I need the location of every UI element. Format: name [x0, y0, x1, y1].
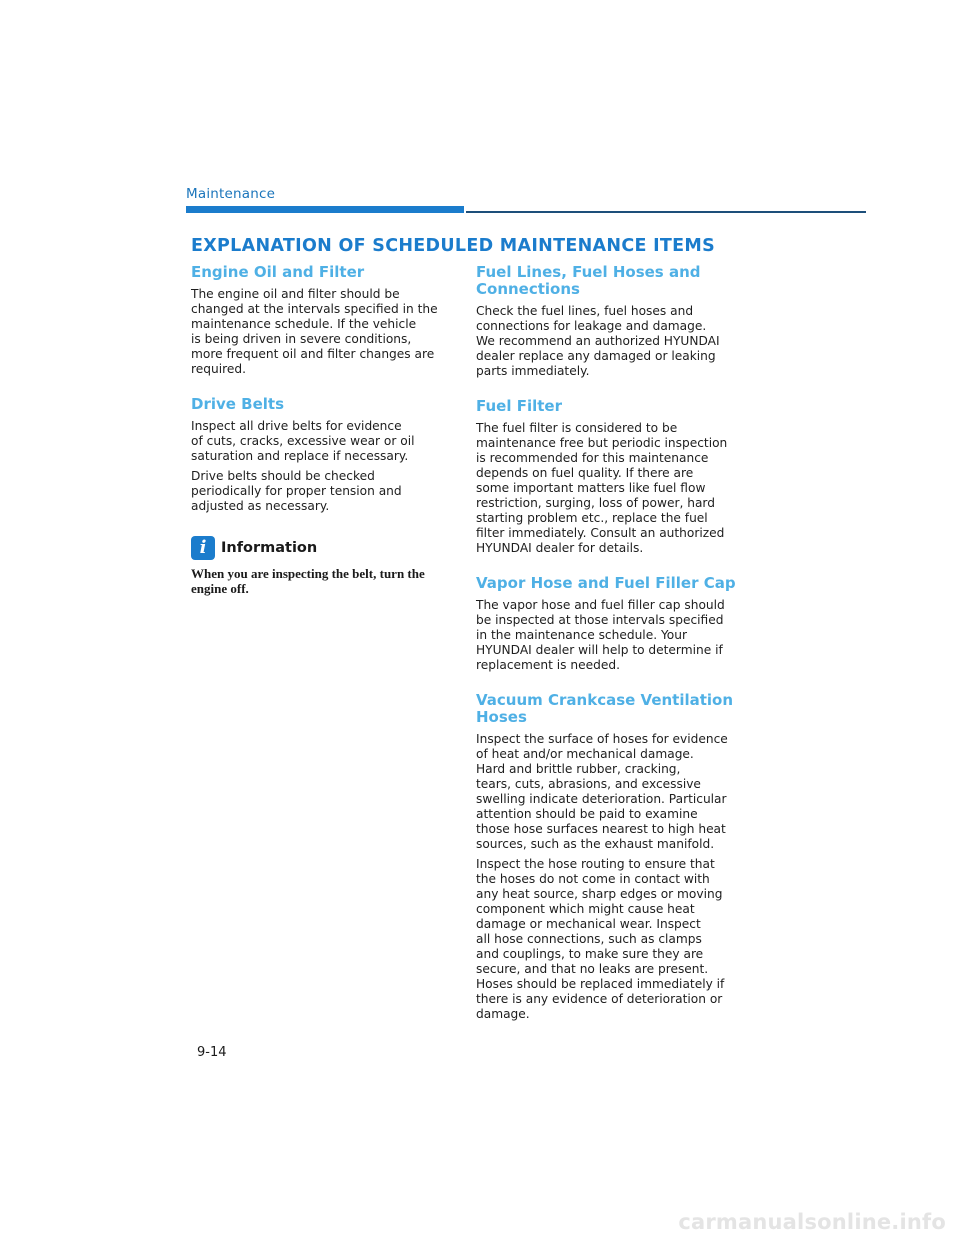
vacuum-hoses-section [476, 692, 741, 1022]
vapor-hose-body: The vapor hose and fuel filler cap should be inspected at those intervals specified in the maintenance schedule. Your HYUNDAI dealer will help to determine if replacement is needed. [476, 598, 725, 672]
fuel-filter-heading: Fuel Filter [476, 397, 562, 415]
fuel-filter-section [476, 398, 741, 556]
information-box [191, 536, 451, 596]
vapor-hose-section [476, 575, 741, 673]
vacuum-hoses-body-2: Inspect the hose routing to ensure that the hoses do not come in contact with any heat source, sharp edges or moving component which might cause heat damage or mechanical wear. Inspect all hose connections, such as clamps and couplings, to make sure they are secure, and that no leaks are present. Hoses should be replaced immediately if there is any evidence of deterioration or damage. [476, 857, 725, 1021]
header-accent-bar [186, 206, 464, 213]
vacuum-hoses-body-1: Inspect the surface of hoses for evidence of heat and/or mechanical damage. Hard and brittle rubber, cracking, tears, cuts, abrasions, and excessive swelling indicate deterioration. Particular attention should be paid to examine those hose surfaces nearest to high heat sources, such as the exhaust manifold. [476, 732, 728, 851]
left-column [191, 264, 451, 596]
header-divider-line [466, 211, 866, 213]
watermark: carmanualsonline.info [678, 1210, 946, 1234]
fuel-lines-section [476, 264, 741, 379]
information-title: Information [221, 540, 318, 556]
engine-oil-heading: Engine Oil and Filter [191, 263, 365, 281]
section-label: Maintenance [186, 186, 276, 202]
drive-belts-body-2: Drive belts should be checked periodically for proper tension and adjusted as necessary. [191, 469, 402, 513]
right-column [476, 264, 741, 1027]
page-number: 9-14 [197, 1045, 227, 1060]
vacuum-hoses-heading: Vacuum Crankcase Ventilation Hoses [476, 691, 734, 726]
vapor-hose-heading: Vapor Hose and Fuel Filler Cap [476, 574, 736, 592]
drive-belts-heading: Drive Belts [191, 395, 285, 413]
fuel-lines-body: Check the fuel lines, fuel hoses and connections for leakage and damage. We recommend an authorized HYUNDAI dealer replace any damaged or leaking parts immediately. [476, 304, 720, 378]
engine-oil-section [191, 264, 451, 377]
drive-belts-body-1: Inspect all drive belts for evidence of cuts, cracks, excessive wear or oil saturation and replace if necessary. [191, 419, 415, 463]
fuel-filter-body: The fuel filter is considered to be maintenance free but periodic inspection is recommended for this maintenance depends on fuel quality. If there are some important matters like fuel flow restriction, surging, loss of power, hard starting problem etc., replace the fuel filter immediately. Consult an authorized HYUNDAI dealer for details. [476, 421, 728, 555]
info-icon: i [191, 536, 215, 560]
engine-oil-body: The engine oil and filter should be changed at the intervals specified in the maintenance schedule. If the vehicle is being driven in severe conditions, more frequent oil and filter changes are required. [191, 287, 438, 376]
fuel-lines-heading: Fuel Lines, Fuel Hoses and Connections [476, 263, 701, 298]
information-text: When you are inspecting the belt, turn the engine off. [191, 566, 425, 596]
page-title: EXPLANATION OF SCHEDULED MAINTENANCE ITEMS [191, 236, 716, 256]
drive-belts-section [191, 396, 451, 514]
